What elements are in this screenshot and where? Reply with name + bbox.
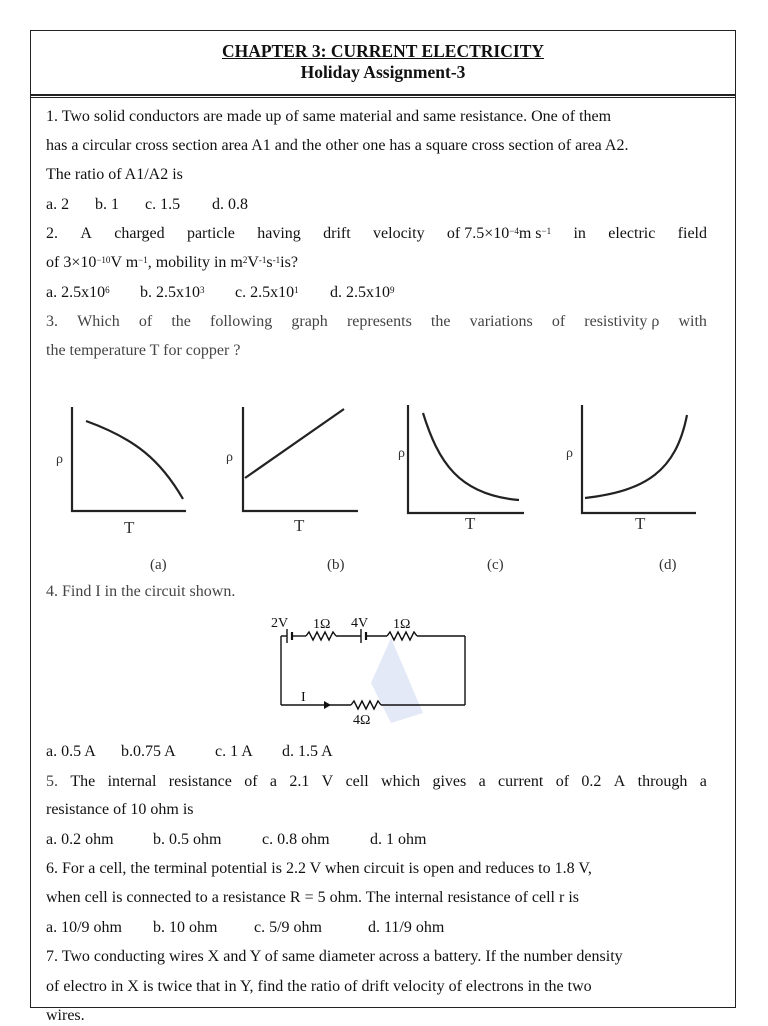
q2-word: particle: [186, 225, 235, 242]
q2-word: in: [573, 225, 586, 242]
graph-c-xlabel: T: [465, 514, 476, 533]
current-label: I: [301, 690, 306, 705]
graph-d-curve: [585, 415, 687, 498]
graph-b-curve: [245, 409, 344, 478]
q1-line-3: The ratio of A1/A2 is: [46, 166, 183, 183]
q6-option-c: c. 5/9 ohm: [254, 919, 322, 936]
q7-line-1: 7. Two conducting wires X and Y of same diameter across a battery. If the number density: [46, 948, 623, 965]
header: [31, 31, 735, 93]
q2-option-d: d. $2.5x10^9$: [330, 284, 395, 301]
graph-a-label: (a): [150, 557, 167, 573]
graph-c-curve: [423, 413, 519, 500]
resistor-2-label: 1Ω: [393, 617, 411, 632]
q1-text: 1. Two solid conductors are made up of same material and same resistance. One of them: [46, 108, 612, 125]
q2-word: 2.: [46, 225, 58, 242]
q2-word: drift: [323, 225, 351, 242]
resistor-3: [351, 701, 381, 709]
q4-option-d: d. 1.5 A: [282, 743, 333, 760]
q1-option-b: b. 1: [95, 196, 119, 213]
q2-line-1: [46, 224, 707, 244]
q4-option-b: b.0.75 A: [121, 743, 176, 760]
q2-velocity: of $7.5\times 10^{-4}m$ $s^{-1}$: [446, 225, 552, 242]
q1-option-a: a. 2: [46, 196, 70, 213]
q2-option-a: a. $2.5x10^6$: [46, 284, 110, 301]
cell-2v-label: 2V: [271, 616, 289, 631]
q3-line-2: the temperature T for copper ?: [46, 342, 241, 359]
resistivity-graphs: [46, 401, 726, 576]
graph-a-curve: [86, 421, 183, 499]
graph-a-xlabel: T: [124, 518, 135, 537]
graph-b-ylabel: ρ: [226, 450, 233, 465]
q2-option-c: c. $2.5x10^1$: [235, 284, 299, 301]
q2-option-b: b. $2.5x10^3$: [140, 284, 205, 301]
q7-line-3: wires.: [46, 1007, 85, 1024]
resistor-2: [387, 632, 417, 640]
q6-option-b: b. 10 ohm: [153, 919, 218, 936]
graph-c-ylabel: ρ: [398, 446, 405, 461]
q2-word: field: [677, 225, 707, 242]
page-frame: [30, 30, 736, 1024]
header-divider-thin: [31, 97, 735, 98]
resistor-3-label: 4Ω: [353, 713, 371, 728]
q2-options: [46, 283, 707, 303]
graph-b-label: (b): [327, 557, 345, 573]
q4-text: 4. Find I in the circuit shown.: [46, 583, 236, 600]
resistor-1: [306, 632, 336, 640]
q2-line-2: of $3\times 10^{-10}V$ $m^{-1}$, mobility in $m^2V^{-1}s^{-1}is$?: [46, 254, 298, 271]
q5-options: [46, 830, 707, 850]
q1-option-c: c. 1.5: [145, 196, 181, 213]
graph-b: [243, 407, 358, 511]
graph-d-xlabel: T: [635, 514, 646, 533]
graph-b-xlabel: T: [294, 516, 305, 535]
graph-b-axes: [243, 407, 358, 511]
q6-line-1: 6. For a cell, the terminal potential is 2.2 V when circuit is open and reduces to 1.8 V,: [46, 860, 592, 877]
q2-word: having: [257, 225, 301, 242]
graph-a-ylabel: ρ: [56, 452, 63, 467]
q2-word: velocity: [373, 225, 425, 242]
graph-a: [72, 407, 186, 511]
watermark-shape: [371, 638, 423, 723]
header-divider: [31, 94, 735, 96]
q1-options: [46, 195, 707, 215]
q6-option-a: a. 10/9 ohm: [46, 919, 122, 936]
q6-line-2: when cell is connected to a resistance R = 5 ohm. The internal resistance of cell r is: [46, 889, 579, 906]
graph-d: [582, 405, 696, 513]
q5-line-1: 5. The internal resistance of a 2.1 V cell which gives a current of 0.2 A through a: [46, 773, 707, 790]
q1-option-d: d. 0.8: [212, 196, 248, 213]
q4-options: [46, 742, 707, 762]
q5-option-c: c. 0.8 ohm: [262, 831, 330, 848]
q5-option-b: b. 0.5 ohm: [153, 831, 222, 848]
q1-line-2: has a circular cross section area A1 and the other one has a square cross section of area A2.: [46, 137, 629, 154]
graph-d-ylabel: ρ: [566, 446, 573, 461]
circuit-diagram: [261, 613, 471, 728]
q4-option-a: a. 0.5 A: [46, 743, 96, 760]
graph-c-label: (c): [487, 557, 504, 573]
q2-word: A: [80, 225, 92, 242]
q6-option-d: d. 11/9 ohm: [368, 919, 445, 936]
q1-line-1: [46, 107, 707, 127]
q5-line-2: resistance of 10 ohm is: [46, 801, 194, 818]
current-arrow-icon: [324, 701, 331, 709]
cell-4v-label: 4V: [351, 616, 369, 631]
q2-word: charged: [114, 225, 165, 242]
q4-option-c: c. 1 A: [215, 743, 253, 760]
q6-options: [46, 918, 707, 938]
page-title: CHAPTER 3: CURRENT ELECTRICITY: [221, 41, 544, 61]
q7-line-2: of electro in X is twice that in Y, find the ratio of drift velocity of electrons in the two: [46, 978, 592, 995]
page-subtitle: Holiday Assignment-3: [300, 62, 466, 82]
q3-line-1: 3. Which of the following graph represents the variations of resistivity ρ with: [46, 313, 707, 330]
q5-number: 5.: [46, 773, 58, 790]
graph-c: [408, 405, 524, 513]
q5-option-d: d. 1 ohm: [370, 831, 427, 848]
q5-option-a: a. 0.2 ohm: [46, 831, 114, 848]
graph-d-label: (d): [659, 557, 677, 573]
resistor-1-label: 1Ω: [313, 617, 331, 632]
q2-word: electric: [608, 225, 656, 242]
